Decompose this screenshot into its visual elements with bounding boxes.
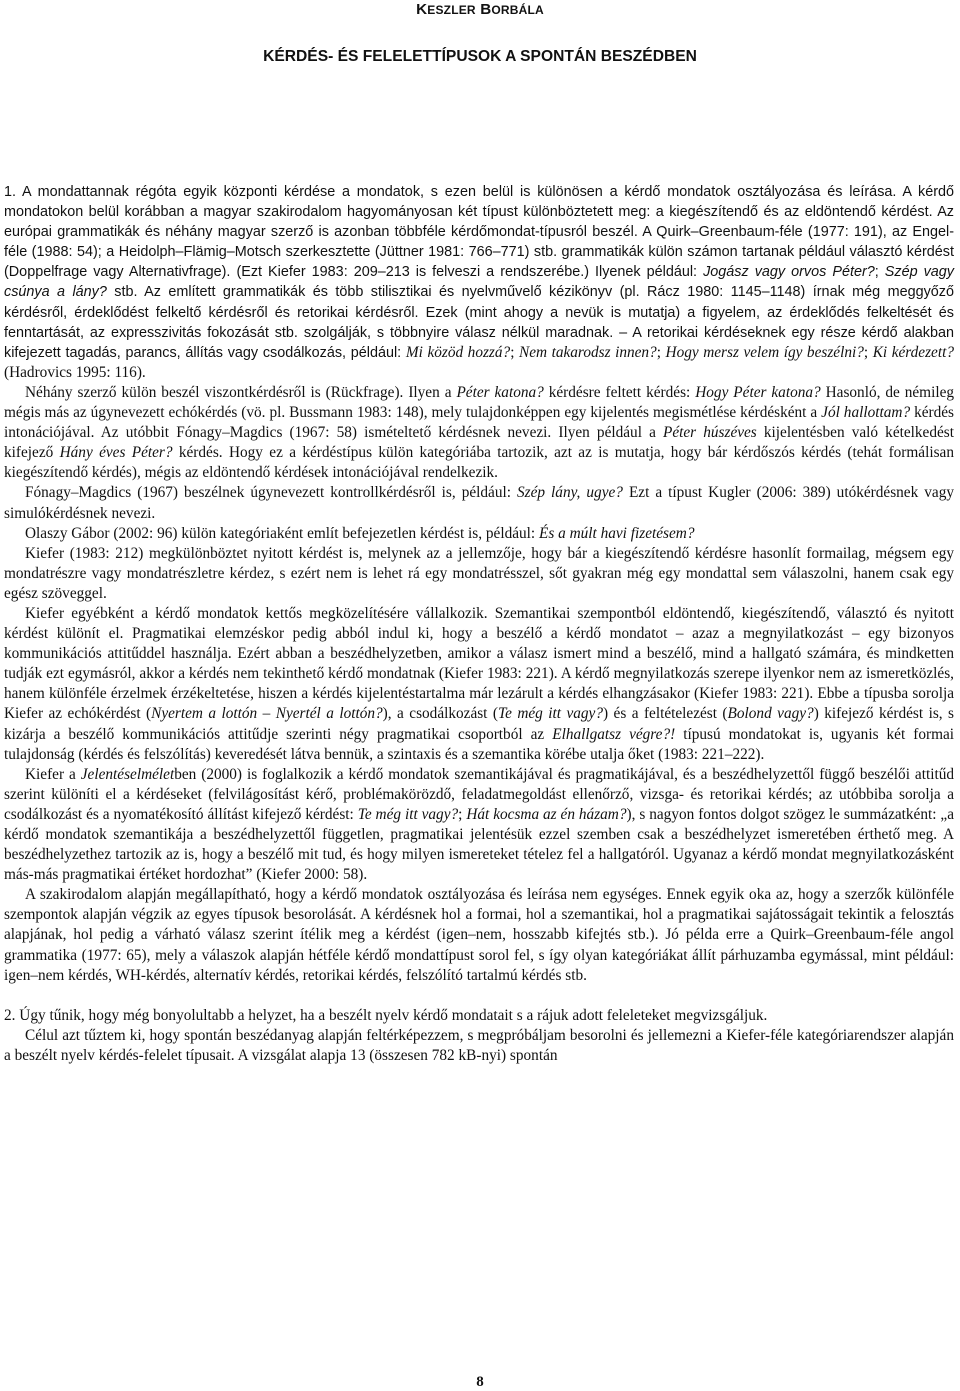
example-sentence: Hát kocsma az én házam? bbox=[466, 805, 627, 823]
example-sentence: Hogy Péter katona? bbox=[695, 383, 821, 401]
paragraph: Kiefer a Jelentéselméletben (2000) is foglalkozik a kérdő mondatok szemantikájával és pragmatikájával, és a beszédhelyzettől függő beszélői attitűd szerint különíti el a kérdéseket (felvilágosítást kérő, problémakörözdő, feladatmegoldást ellenőrző, vizsga- és retorikai kérdés; az utóbbiba sorolja a csodálkozást és a nyomatékosító állítást kifejező kérdést: Te még itt vagy?; Hát kocsma az én házam?), s nagyon fontos dolgot szögez le summázatként: „a kérdő mondatok szemantikája a beszédhelyzettől független, pragmatikai jelentésük ezzel szemben csak a beszédhelyzet ismeretében érthető meg. A beszédhelyzethez tartozik az is, hogy a beszélő mit tud, és hogy milyen ismereteket tételez fel a hallgatóról. Ugyanaz a kérdő mondat megnyilatkozásként más-más pragmatikai értéket hordozhat” (Kiefer 2000: 58). bbox=[4, 765, 955, 884]
example-sentence: Jól hallottam? bbox=[821, 404, 911, 422]
paragraph: Kiefer (1983: 212) megkülönböztet nyitott kérdést is, melynek az a jellemzője, hogy bár a kiegészítendő kérdésre hasonlít formailag, mégsem egy mondatrészre vagy mondatrészletre kérdez, s ezért nem is lehet rá egy mondatrésszel, sőt gyakran még egy mondattal sem válaszolni, hanem csak egy egész szöveggel. bbox=[4, 544, 954, 602]
book-title: Jelentéselmélet bbox=[80, 765, 175, 783]
author-initial: K bbox=[416, 1, 428, 18]
example-sentence: Hány éves Péter? bbox=[59, 444, 173, 462]
author-smallcaps: ESZLER bbox=[427, 3, 476, 17]
paragraph: Kiefer egyébként a kérdő mondatok kettős megközelítésére vállalkozik. Szemantikai szempontból eldöntendő, kiegészítendő, választó és nyitott kérdést különít el. Pragmatikai elemzéskor pedig abból indul ki, hogy a beszélő a kérdő mondatot – azaz a megnyilatkozást – egy bizonyos kommunikációs attitűddel használja. Ezért abban a beszédhelyzetben, amikor a válasz ismert mind a beszélő, mind a hallgató számára, és mindketten tudják ezt egymásról, akkor a kérdés nem tekinthető kérdő mondatnak (Kiefer 1983: 221). A kérdő megnyilatkozás szerepe ilyenkor nem az ismeretközlés, hanem különféle érzelmek érzékeltetése, hiszen a kérdés kijelentéstartalma már lezárult a kérdés elhangzásakor (Kiefer 1983: 221). Ebbe a típusba sorolja Kiefer az echókérdést (Nyertem a lottón – Nyertél a lottón?), a csodálkozást (Te még itt vagy?) és a feltételezést (Bolond vagy?) kifejező kérdést is, s kizárja a beszélő kommunikációs attitűdje szerinti négy pragmatikai csoportból az Elhallgatsz végre?! típusú mondatokat is, ugyanis két formai tulajdonság (kérdés és felszólítás) keveredését látva bennük, a szintaxis és a szemantika körébe utalja őket (1983: 221–222). bbox=[4, 604, 955, 763]
example-sentence: Elhallgatsz végre?! bbox=[552, 725, 676, 743]
example-sentence: És a múlt havi fizetésem? bbox=[538, 524, 695, 542]
example-sentence: Péter húszéves bbox=[662, 424, 757, 442]
example-sentence: Nyertem a lottón – Nyertél a lottón? bbox=[151, 705, 383, 723]
author-name bbox=[0, 0, 960, 20]
author-initial: B bbox=[480, 1, 492, 18]
body-text bbox=[4, 182, 954, 1066]
paragraph: Célul azt tűztem ki, hogy spontán beszédanyag alapján feltérképezzem, s megpróbáljam besorolni és jellemezni a Kiefer-féle kategóriarendszer alapján a beszélt nyelv kérdés-felelet típusait. A vizsgálat alapja 13 (összesen 782 kB-nyi) spontán bbox=[4, 1026, 954, 1064]
example-sentence: Te még itt vagy? bbox=[357, 805, 459, 823]
paragraph: Fónagy–Magdics (1967) beszélnek úgynevezett kontrollkérdésről is, például: Szép lány, ugye? Ezt a típust Kugler (2006: 389) utókérdésnek vagy simulókérdésnek nevezi. bbox=[4, 484, 954, 522]
author-smallcaps: ORBÁLA bbox=[491, 3, 544, 17]
paragraph: 1. A mondattannak régóta egyik központi kérdése a mondatok, s ezen belül is különösen a kérdő mondatok osztályozása és leírása. A kérdő mondatokon belül korábban a magyar szakirodalom hagyományosan két típust különböztetett meg: a kiegészítendő és az eldöntendő kérdést. Az európai grammatikák és néhány magyar szerző is azonban többféle kérdőmondat-típusról beszél. A Quirk–Greenbaum-féle (1977: 191), az Engel-féle (1988: 54); a Heidolph–Flämig–Motsch szerkesztette (Jüttner 1981: 766–771) stb. grammatikák külön számon tartanak például választó kérdést (Doppelfrage vagy Alternativfrage). (Ezt Kiefer 1983: 209–213 is felveszi a rendszerébe.) Ilyenek például: Jogász vagy orvos Péter?; Szép vagy csúnya a lány? stb. Az említett grammatikák és több stilisztikai és nyelvművelő kézikönyv (pl. Rácz 1980: 1145–1148) írnak még meggyőző kérdésről, érdeklődést felkeltő kérdésről és retorikai kérdésről. Ezek (mint ahogy a nevük is mutatja) a figyelem, az érdeklődés felkeltését és fenntartását, az expresszivitás fokozását stb. szolgálják, s többnyire válasz nélkül maradnak. – A retorikai kérdéseknek egy része kérdő alakban kifejezett tagadás, parancs, állítás vagy csodálkozás, például: Mi közöd hozzá?; Nem takarodsz innen?; Hogy mersz velem így beszélni?; Ki kérdezett? (Hadrovics 1995: 116). bbox=[4, 184, 955, 381]
example-sentence: Nem takarodsz innen? bbox=[519, 343, 657, 361]
example-sentence: Jogász vagy orvos Péter? bbox=[703, 264, 875, 281]
example-sentence: Ki kérdezett? bbox=[872, 343, 954, 361]
example-sentence: Hogy mersz velem így beszélni? bbox=[665, 343, 864, 361]
example-sentence: Bolond vagy? bbox=[727, 705, 814, 723]
paragraph: 2. Úgy tűnik, hogy még bonyolultabb a helyzet, ha a beszélt nyelv kérdő mondatait s a rájuk adott feleleteket megvizsgáljuk. bbox=[4, 1006, 768, 1024]
example-sentence: Szép vagy csúnya a lány? bbox=[4, 264, 955, 301]
section-gap bbox=[4, 986, 954, 1006]
example-sentence: Péter katona? bbox=[456, 383, 544, 401]
paragraph: Néhány szerző külön beszél viszontkérdésről is (Rückfrage). Ilyen a Péter katona? kérdésre feltett kérdés: Hogy Péter katona? Hasonló, de némileg mégis más az úgynevezett echókérdés (vö. pl. Bussmann 1983: 148), mely tulajdonképpen egy kijelentés megismétlése kérdésként a Jól hallottam? kérdés intonációjával. Az utóbbit Fónagy–Magdics (1967: 58) ismételtető kérdésnek nevezi. Ilyen például a Péter húszéves kijelentésben való kételkedést kifejező Hány éves Péter? kérdés. Hogy ez a kérdéstípus külön kategóriába tartozik, azt az is mutatja, hogy bár kérdőszós kérdés (tehát formálisan kiegészítendő kérdés), mégis az eldöntendő kérdések intonációjával rendelkezik. bbox=[4, 383, 955, 482]
paragraph: Olaszy Gábor (2002: 96) külön kategóriaként említ befejezetlen kérdést is, például: És a múlt havi fizetésem? bbox=[25, 524, 695, 542]
example-sentence: Mi közöd hozzá? bbox=[405, 343, 511, 361]
paper-title: KÉRDÉS- ÉS FELELETTÍPUSOK A SPONTÁN BESZÉDBEN bbox=[263, 48, 697, 65]
paragraph: A szakirodalom alapján megállapítható, hogy a kérdő mondatok osztályozása és leírása nem egységes. Ennek egyik oka az, hogy a szerzők különféle szempontok alapján végzik az egyes típusok besorolását. A kérdésnek hol a formai, hol a szemantikai, hol a pragmatikai sajátosságait tekintik a felosztás alapjának, hol pedig a várható válasz szerint ítélik meg a kérdést (igen–nem, hosszabb kifejtés stb.). Jó példa erre a Quirk–Greenbaum-féle angol grammatika (1977: 65), mely a válaszok alapján hétféle kérdő mondattípust sorol fel, s így olyan kategóriákat állít párhuzamba egymással, mint például: igen–nem kérdés, WH-kérdés, alternatív kérdés, retorikai kérdés, felszólító tartalmú kérdés stb. bbox=[4, 886, 954, 984]
example-sentence: Te még itt vagy? bbox=[497, 705, 603, 723]
example-sentence: Szép lány, ugye? bbox=[517, 484, 623, 502]
page-number: 8 bbox=[476, 1374, 484, 1390]
